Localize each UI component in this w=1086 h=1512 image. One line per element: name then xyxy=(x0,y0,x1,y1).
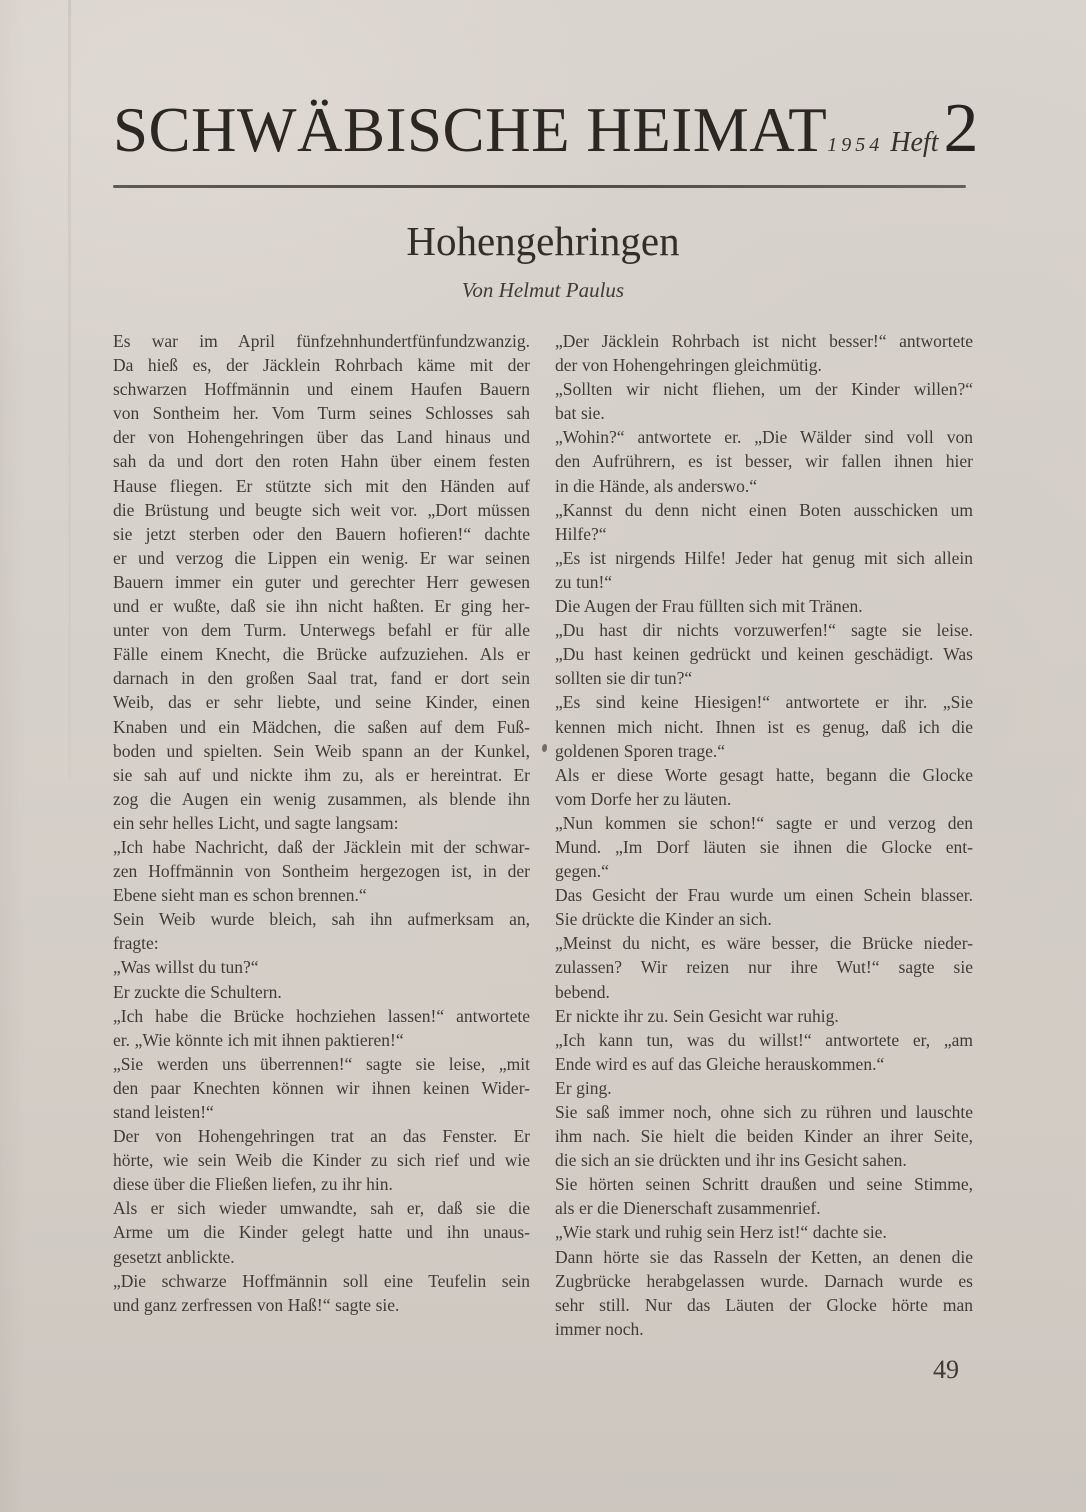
text-line: „Ich habe Nachricht, daß der Jäcklein mit der schwar- xyxy=(113,836,530,857)
text-line: Er zuckte die Schultern. xyxy=(113,981,282,1002)
text-line: stand leisten!“ xyxy=(113,1102,214,1122)
text-line: Ende wird es auf das Gleiche herauskommen.“ xyxy=(555,1053,885,1074)
article-body xyxy=(113,329,973,1341)
text-line: und ganz zerfressen von Haß!“ sagte sie. xyxy=(113,1294,400,1315)
text-line: sie jetzt sterben oder den Bauern hofieren!“ dachte xyxy=(113,523,530,544)
text-line: sehr still. Nur das Läuten der Glocke hörte man xyxy=(555,1294,973,1315)
journal-title: SCHWÄBISCHE HEIMAT xyxy=(113,95,828,165)
text-line: „Der Jäcklein Rohrbach ist nicht besser!“ antwortete xyxy=(555,331,973,351)
text-line: hörte, wie sein Weib die Kinder zu sich rief und wie xyxy=(113,1150,530,1171)
text-line: darnach in den großen Saal trat, fand er dort sein xyxy=(113,668,530,689)
text-line: kennen mich nicht. Ihnen ist es genug, daß ich die xyxy=(555,716,973,737)
text-line: Dann hörte sie das Rasseln der Ketten, an denen die xyxy=(555,1246,973,1267)
text-line: Mund. „Im Dorf läuten sie ihnen die Glocke ent- xyxy=(555,836,973,857)
text-line: zulassen? Wir reizen nur ihre Wut!“ sagte sie xyxy=(555,957,973,978)
text-line: „Es sind keine Hiesigen!“ antwortete er ihr. „Sie xyxy=(555,692,973,713)
text-line: „Nun kommen sie schon!“ sagte er und verzog den xyxy=(555,812,973,833)
text-line: „Kannst du denn nicht einen Boten ausschicken um xyxy=(555,499,973,520)
text-line: in die Hände, als anderswo.“ xyxy=(555,475,757,496)
text-line: „Es ist nirgends Hilfe! Jeder hat genug mit sich allein xyxy=(555,547,973,568)
text-line: „Ich kann tun, was du willst!“ antwortete er, „am xyxy=(555,1029,973,1050)
text-line: der von Hohengehringen gleichmütig. xyxy=(555,355,822,376)
text-line: Da hieß es, der Jäcklein Rohrbach käme mit der xyxy=(113,355,530,376)
text-line: Sein Weib wurde bleich, sah ihn aufmerksam an, xyxy=(113,909,530,930)
text-line: ihm nach. Sie hielt die beiden Kinder an ihrer Seite, xyxy=(555,1126,973,1147)
text-line: Der von Hohengehringen trat an das Fenster. Er xyxy=(113,1126,530,1147)
text-line: „Sollten wir nicht fliehen, um der Kinder willen?“ xyxy=(555,379,973,400)
text-line: „Du hast dir nichts vorzuwerfen!“ sagte sie leise. xyxy=(555,620,973,641)
text-line: Hause fliegen. Er stützte sich mit den Händen auf xyxy=(113,475,530,496)
text-line: zen Hoffmännin von Sontheim hergezogen ist, in der xyxy=(113,861,530,882)
text-line: Sie hörten seinen Schritt draußen und seine Stimme, xyxy=(555,1174,973,1195)
text-line: Sie drückte die Kinder an sich. xyxy=(555,909,772,930)
text-line: „Meinst du nicht, es wäre besser, die Brücke nieder- xyxy=(555,933,973,954)
text-line: Es war im April fünfzehnhundertfünfundzwanzig. xyxy=(113,331,530,351)
text-line: gesetzt anblickte. xyxy=(113,1246,235,1267)
text-line: er. „Wie könnte ich mit ihnen paktieren!“ xyxy=(113,1029,404,1050)
text-line: „Wohin?“ antwortete er. „Die Wälder sind voll von xyxy=(555,427,973,448)
text-line: zu tun!“ xyxy=(555,571,613,592)
text-line: ein sehr helles Licht, und sagte langsam: xyxy=(113,812,399,833)
text-line: „Die schwarze Hoffmännin soll eine Teufelin sein xyxy=(113,1270,530,1291)
text-line: die Brüstung und beugte sich weit vor. „Dort müssen xyxy=(113,499,530,520)
text-line: bebend. xyxy=(555,981,610,1002)
text-line: Bauern immer ein guter und gerechter Herr gewesen xyxy=(113,571,530,592)
text-line: er und verzog die Lippen ein wenig. Er war seinen xyxy=(113,547,530,568)
text-line: „Ich habe die Brücke hochziehen lassen!“ antwortete xyxy=(113,1005,530,1026)
text-line: gegen.“ xyxy=(555,861,609,882)
text-line: Weib, das er sehr liebte, und seine Kinder, einen xyxy=(113,692,530,713)
text-line: als er die Dienerschaft zusammenrief. xyxy=(555,1198,821,1219)
text-line: Hilfe?“ xyxy=(555,523,607,544)
text-line: Die Augen der Frau füllten sich mit Tränen. xyxy=(555,596,863,617)
text-line: den paar Knechten können wir ihnen keinen Wider- xyxy=(113,1077,530,1098)
masthead-rule xyxy=(113,185,966,188)
issue-label: Heft xyxy=(890,127,939,158)
text-line: Knaben und ein Mädchen, die saßen auf dem Fuß- xyxy=(113,716,530,737)
article-title: Hohengehringen xyxy=(406,218,680,264)
text-line: Sie saß immer noch, ohne sich zu rühren und lauschte xyxy=(555,1102,973,1122)
text-line: die sich an sie drückten und ihr ins Gesicht sahen. xyxy=(555,1150,907,1171)
text-line: Als er sich wieder umwandte, sah er, daß sie die xyxy=(113,1198,530,1219)
text-line: Als er diese Worte gesagt hatte, begann die Glocke xyxy=(555,764,973,785)
text-line: sah da und dort den roten Hahn über einem festen xyxy=(113,451,530,472)
text-line: bat sie. xyxy=(555,403,605,424)
text-line: sollten sie dir tun?“ xyxy=(555,668,693,689)
issue-group xyxy=(827,90,979,167)
text-line: zog die Augen ein wenig zusammen, als blende ihn xyxy=(113,788,530,809)
text-line: „Du hast keinen gedrückt und keinen geschädigt. Was xyxy=(555,644,973,665)
text-line: Fälle einem Knecht, die Brücke aufzuziehen. Als er xyxy=(113,644,530,665)
issue-number: 2 xyxy=(943,90,979,167)
paper-crease xyxy=(68,0,71,780)
text-line: immer noch. xyxy=(555,1318,644,1339)
text-line: Zugbrücke herabgelassen wurde. Darnach wurde es xyxy=(555,1270,973,1291)
text-line: den Aufrührern, es ist besser, wir fallen ihnen hier xyxy=(555,451,973,472)
text-line: diese über die Fließen liefen, zu ihr hin. xyxy=(113,1174,393,1195)
text-line: boden und spielten. Sein Weib spann an der Kunkel, xyxy=(113,740,530,761)
text-line: vom Dorfe her zu läuten. xyxy=(555,788,732,809)
text-line: Arme um die Kinder gelegt hatte und ihn unaus- xyxy=(113,1222,530,1243)
text-column-left xyxy=(113,329,530,1341)
text-line: „Wie stark und ruhig sein Herz ist!“ dachte sie. xyxy=(555,1222,887,1243)
masthead xyxy=(113,90,979,167)
text-line: fragte: xyxy=(113,933,159,954)
text-line: unter von dem Turm. Unterwegs befahl er für alle xyxy=(113,620,530,641)
text-line: Das Gesicht der Frau wurde um einen Schein blasser. xyxy=(555,885,973,906)
text-line: „Sie werden uns überrennen!“ sagte sie leise, „mit xyxy=(113,1053,530,1074)
text-line: der von Hohengehringen über das Land hinaus und xyxy=(113,427,530,448)
text-line: Er nickte ihr zu. Sein Gesicht war ruhig. xyxy=(555,1005,839,1026)
text-column-right xyxy=(555,329,973,1341)
page-number: 49 xyxy=(933,1355,959,1384)
text-line: sie sah auf und nickte ihm zu, als er hereintrat. Er xyxy=(113,764,530,785)
text-line: und er wußte, daß sie ihn nicht haßten. Er ging her- xyxy=(113,596,530,617)
article-byline: Von Helmut Paulus xyxy=(461,278,625,302)
text-line: von Sontheim her. Vom Turm seines Schlosses sah xyxy=(113,403,530,424)
text-line: Er ging. xyxy=(555,1077,612,1098)
text-line: goldenen Sporen trage.“ xyxy=(555,740,725,761)
issue-year: 1954 xyxy=(827,134,884,156)
text-line: Ebene sieht man es schon brennen.“ xyxy=(113,885,367,906)
text-line: schwarzen Hoffmännin und einem Haufen Bauern xyxy=(113,379,530,400)
text-line: „Was willst du tun?“ xyxy=(113,957,259,978)
